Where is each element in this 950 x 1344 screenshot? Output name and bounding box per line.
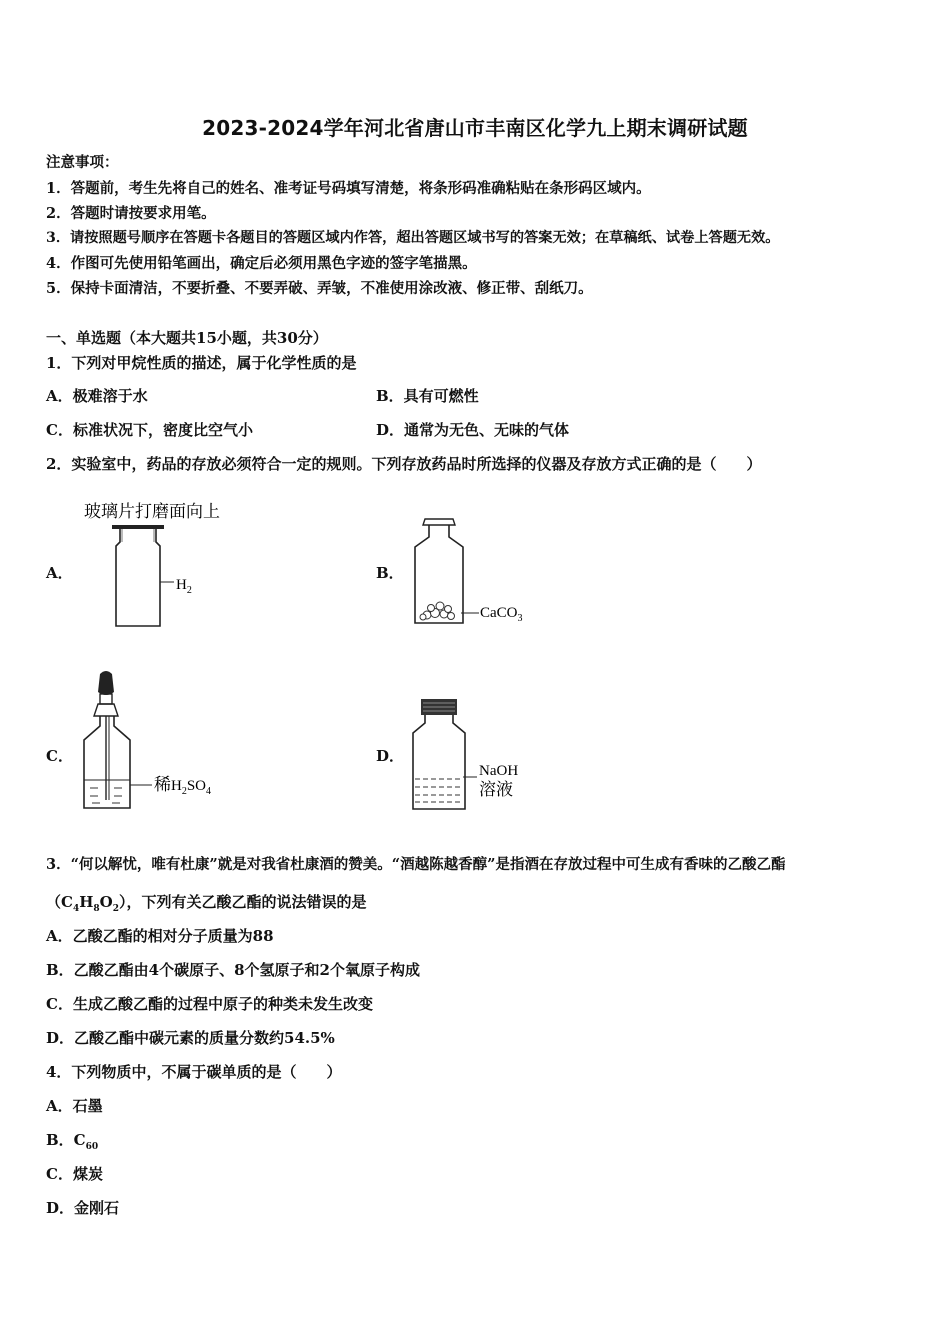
glass-slide-icon — [112, 525, 164, 529]
question-4-option-b: B．$C_{60}$ — [46, 1131, 99, 1152]
question-2-stem: 2．实验室中，药品的存放必须符合一定的规则。下列存放药品时所选择的仪器及存放方式正确的是（ ） — [46, 455, 762, 473]
figure-a-caption: 玻璃片打磨面向上 — [84, 502, 220, 522]
question-4-option-a: A．石墨 — [46, 1097, 103, 1115]
notice-item: 1．答题前，考生先将自己的姓名、准考证号码填写清楚，将条形码准确粘贴在条形码区域内。 — [46, 180, 651, 197]
page-title: 2023-2024学年河北省唐山市丰南区化学九上期末调研试题 — [202, 116, 748, 140]
figure-d-label-line1: NaOH — [479, 763, 519, 779]
question-2-label-d: D． — [376, 747, 405, 765]
figure-c-dropper-bottle — [78, 670, 238, 818]
question-1-option-d: D．通常为无色、无味的气体 — [376, 421, 570, 439]
figure-b-bottle — [405, 513, 545, 631]
question-1-option-c: C．标准状况下，密度比空气小 — [46, 421, 253, 439]
question-4-option-d: D．金刚石 — [46, 1199, 120, 1217]
question-3-option-d: D．乙酸乙酯中碳元素的质量分数约54.5% — [46, 1029, 335, 1047]
figure-c-label: 稀$H_2SO_4$ — [154, 775, 212, 797]
solid-particles-icon — [420, 602, 455, 620]
figure-d-label-line2: 溶液 — [479, 780, 513, 800]
question-3-stem-line1: 3．“何以解忧，唯有杜康”就是对我省杜康酒的赞美。“酒越陈越香醇”是指酒在存放过程中可生成有香味的乙酸乙酯 — [46, 856, 786, 873]
figure-b-label: CaCO$_3$ — [480, 605, 523, 624]
notice-item: 5．保持卡面清洁，不要折叠、不要弄破、弄皱，不准使用涂改液、修正带、刮纸刀。 — [46, 280, 593, 297]
notice-heading: 注意事项： — [46, 154, 119, 171]
figure-a-label: $H_2$ — [176, 577, 192, 596]
question-1-option-a: A．极难溶于水 — [46, 387, 148, 405]
notice-item: 3．请按照题号顺序在答题卡各题目的答题区域内作答，超出答题区域书写的答案无效；在草稿纸、试卷上答题无效。 — [46, 230, 780, 246]
question-4-stem: 4．下列物质中，不属于碳单质的是（ ） — [46, 1063, 342, 1081]
question-3-stem-line2: $(C_4H_8O_2)$，下列有关乙酸乙酯的说法错误的是 — [46, 893, 367, 914]
stopper-icon — [423, 519, 455, 525]
figure-a-bottle — [78, 496, 258, 636]
question-1-option-b: B．具有可燃性 — [376, 387, 479, 405]
question-3-option-b: B．乙酸乙酯由4个碳原子、8个氢原子和2个氧原子构成 — [46, 961, 420, 979]
question-4-option-c: C．煤炭 — [46, 1165, 103, 1183]
question-2-label-b: B． — [376, 564, 404, 582]
question-3-option-c: C．生成乙酸乙酯的过程中原子的种类未发生改变 — [46, 995, 373, 1013]
section-heading: 一、单选题（本大题共15小题，共30分） — [46, 329, 328, 347]
figure-d-bottle — [405, 695, 545, 815]
notice-item: 4．作图可先使用铅笔画出，确定后必须用黑色字迹的签字笔描黑。 — [46, 255, 477, 272]
question-2-label-c: C． — [46, 747, 73, 765]
question-2-label-a: A． — [46, 564, 73, 582]
notice-item: 2．答题时请按要求用笔。 — [46, 205, 216, 222]
question-3-option-a: A．乙酸乙酯的相对分子质量为88 — [46, 927, 274, 945]
rubber-bulb-icon — [98, 671, 114, 695]
question-1-stem: 1．下列对甲烷性质的描述，属于化学性质的是 — [46, 354, 357, 372]
